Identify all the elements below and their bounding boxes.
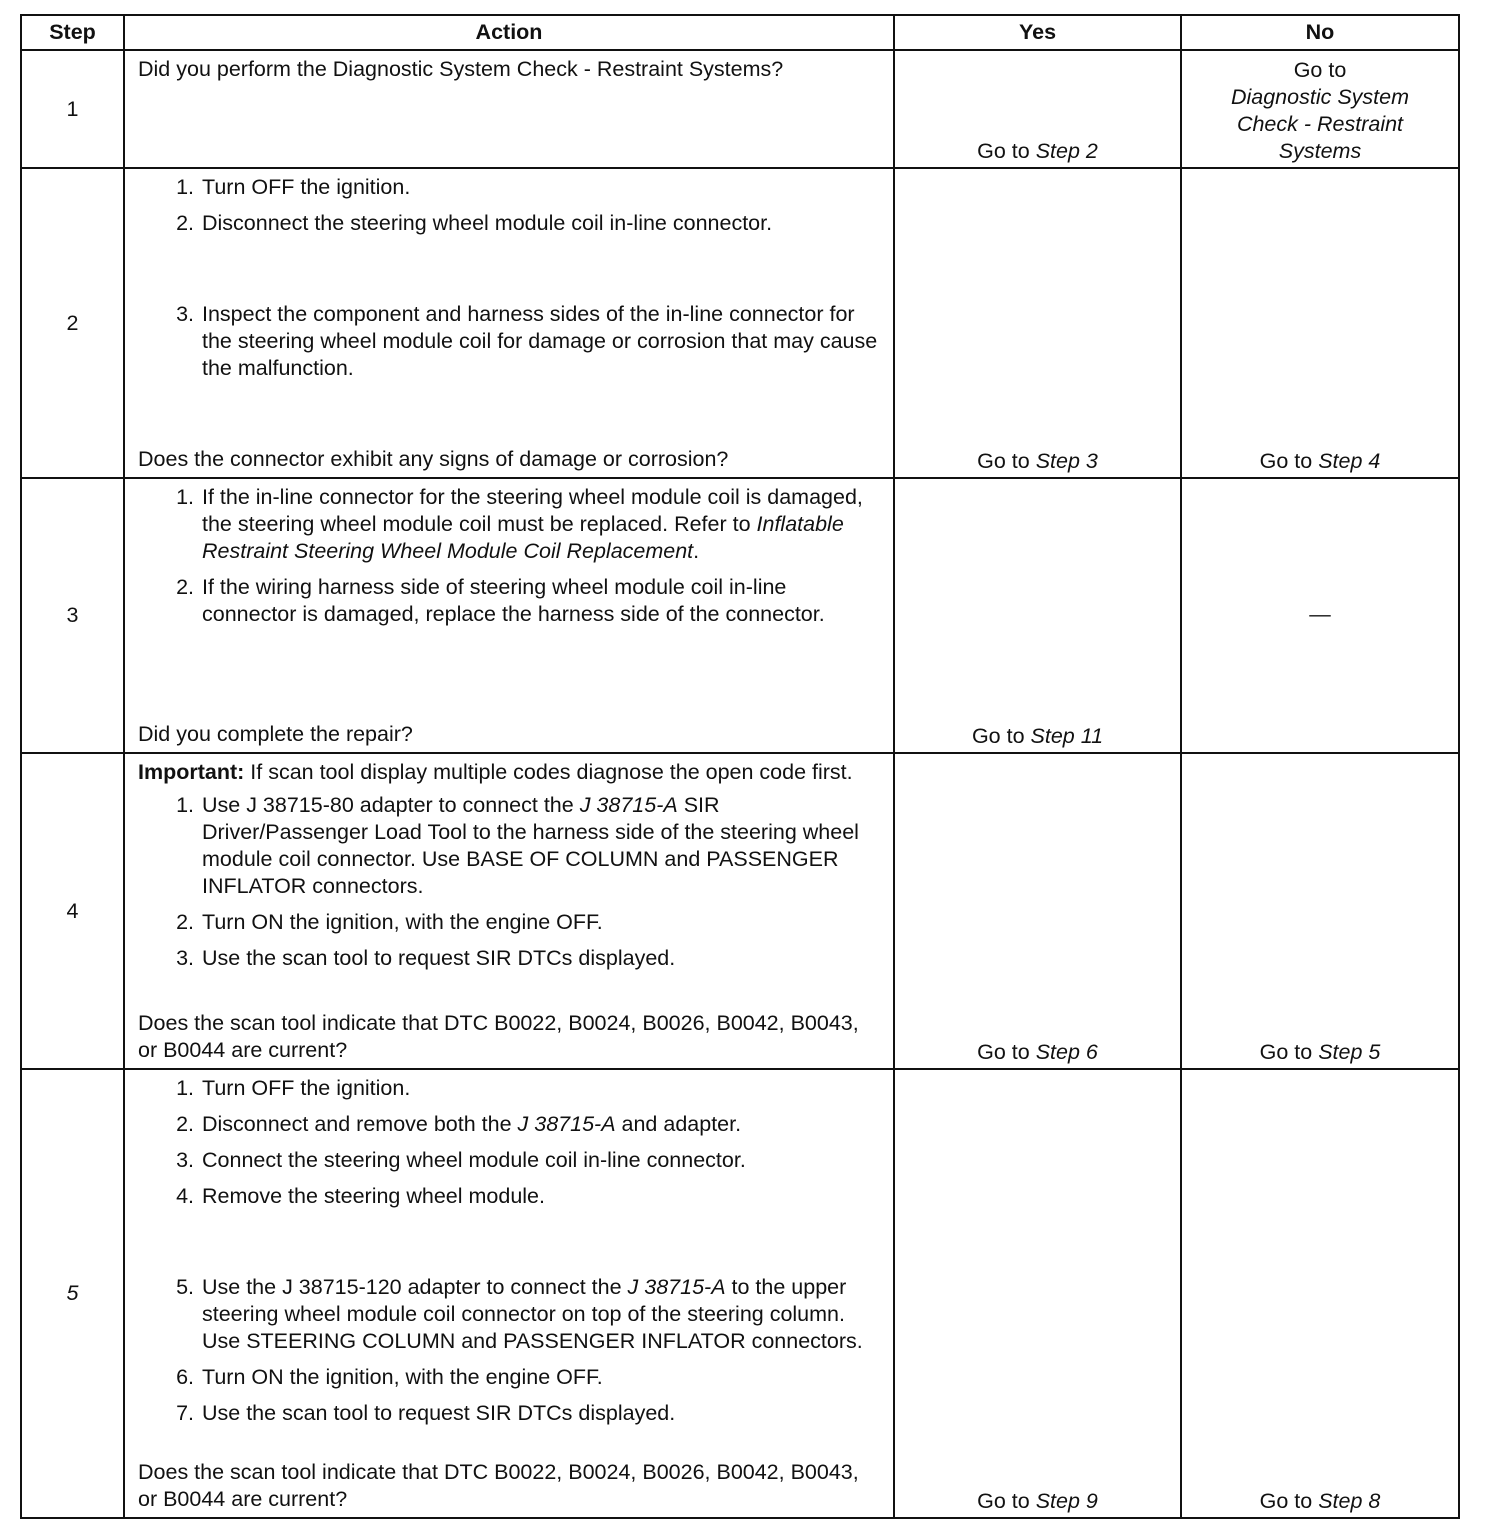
- no-cell: Go to Step 4: [1181, 168, 1459, 478]
- step-link[interactable]: Step 6: [1035, 1040, 1098, 1064]
- list-item: 2. Disconnect the steering wheel module coil in-line connector.: [176, 211, 773, 235]
- list-item: 5. Use the J 38715-120 adapter to connect the J 38715-A to the upper steering wheel module coil connector on top of the steering column. Use STEERING COLUMN and PASSENGER INFLATOR connectors.: [176, 1275, 863, 1353]
- action-list: [138, 484, 881, 628]
- list-item: 1. Turn OFF the ignition.: [176, 175, 411, 199]
- action-cell: [124, 1069, 894, 1518]
- diagnostic-system-check-link[interactable]: Diagnostic System Check - Restraint Systems: [1230, 85, 1410, 163]
- list-item: 1. Use J 38715-80 adapter to connect the J 38715-A SIR Driver/Passenger Load Tool to the harness side of the steering wheel module coil connector. Use BASE OF COLUMN and PASSENGER INFLATOR connectors.: [176, 793, 859, 898]
- action-cell: [124, 50, 894, 168]
- question-text: Does the connector exhibit any signs of damage or corrosion?: [138, 447, 729, 471]
- header-no: No: [1181, 15, 1459, 50]
- header-row: [21, 15, 1459, 50]
- no-cell: Go to Step 8: [1181, 1069, 1459, 1518]
- action-cell: [124, 478, 894, 753]
- action-text: Did you perform the Diagnostic System Check - Restraint Systems?: [138, 57, 784, 81]
- no-cell: Go to Step 5: [1181, 753, 1459, 1069]
- list-item: 6. Turn ON the ignition, with the engine OFF.: [176, 1365, 603, 1389]
- list-item: 1. Turn OFF the ignition.: [176, 1076, 411, 1100]
- yes-cell: Go to Step 3: [894, 168, 1181, 478]
- step-number: 5: [21, 1069, 124, 1518]
- list-item: 1. If the in-line connector for the steering wheel module coil is damaged, the steering wheel module coil must be replaced. Refer to Inflatable Restraint Steering Wheel Module Coil Replacement.: [176, 485, 863, 563]
- step-link[interactable]: Step 11: [1030, 724, 1104, 748]
- question-text: Does the scan tool indicate that DTC B0022, B0024, B0026, B0042, B0043, or B0044 are current?: [138, 1011, 859, 1062]
- list-item: 2. Turn ON the ignition, with the engine OFF.: [176, 910, 603, 934]
- go-to-label: Go to: [1293, 58, 1347, 82]
- step-link[interactable]: Step 4: [1318, 449, 1381, 473]
- step-link[interactable]: Step 8: [1318, 1489, 1381, 1513]
- list-item: 2. If the wiring harness side of steering wheel module coil in-line connector is damaged, replace the harness side of the connector.: [176, 575, 825, 626]
- list-item: 7. Use the scan tool to request SIR DTCs displayed.: [176, 1401, 676, 1425]
- table-row-step-4: [21, 753, 1459, 1069]
- coil-replacement-link[interactable]: Inflatable Restraint Steering Wheel Module Coil Replacement: [202, 512, 844, 563]
- action-cell: [124, 753, 894, 1069]
- action-list: [138, 1075, 881, 1427]
- list-item: 3. Inspect the component and harness sides of the in-line connector for the steering wheel module coil for damage or corrosion that may cause the malfunction.: [176, 302, 878, 380]
- yes-cell: Go to Step 9: [894, 1069, 1181, 1518]
- yes-cell: Go to Step 11: [894, 478, 1181, 753]
- question-text: Does the scan tool indicate that DTC B0022, B0024, B0026, B0042, B0043, or B0044 are current?: [138, 1460, 859, 1511]
- step-link[interactable]: Step 2: [1035, 139, 1098, 163]
- list-item: 3. Connect the steering wheel module coil in-line connector.: [176, 1148, 746, 1172]
- no-cell: [1181, 50, 1459, 168]
- step-number: 1: [21, 50, 124, 168]
- action-list: [138, 792, 881, 972]
- header-yes: Yes: [894, 15, 1181, 50]
- header-step: Step: [21, 15, 124, 50]
- step-number: 3: [21, 478, 124, 753]
- table-row-step-2: [21, 168, 1459, 478]
- table-row-step-3: [21, 478, 1459, 753]
- action-cell: [124, 168, 894, 478]
- table-row-step-1: [21, 50, 1459, 168]
- action-list: [138, 174, 881, 382]
- table-row-step-5: [21, 1069, 1459, 1518]
- important-note: Important: If scan tool display multiple codes diagnose the open code first.: [138, 760, 853, 784]
- step-link[interactable]: Step 3: [1035, 449, 1098, 473]
- question-text: Did you complete the repair?: [138, 722, 413, 746]
- list-item: 2. Disconnect and remove both the J 38715-A and adapter.: [176, 1112, 742, 1136]
- diagnostic-table-page: [20, 14, 1458, 1519]
- diagnostic-table: [20, 14, 1460, 1519]
- list-item: 3. Use the scan tool to request SIR DTCs displayed.: [176, 946, 676, 970]
- yes-cell: [894, 50, 1181, 168]
- yes-cell: Go to Step 6: [894, 753, 1181, 1069]
- go-to-label: Go to: [977, 139, 1030, 163]
- header-action: Action: [124, 15, 894, 50]
- step-number: 4: [21, 753, 124, 1069]
- list-item: 4. Remove the steering wheel module.: [176, 1184, 545, 1208]
- step-number: 2: [21, 168, 124, 478]
- no-cell-dash: —: [1181, 478, 1459, 753]
- step-link[interactable]: Step 9: [1035, 1489, 1098, 1513]
- step-link[interactable]: Step 5: [1318, 1040, 1381, 1064]
